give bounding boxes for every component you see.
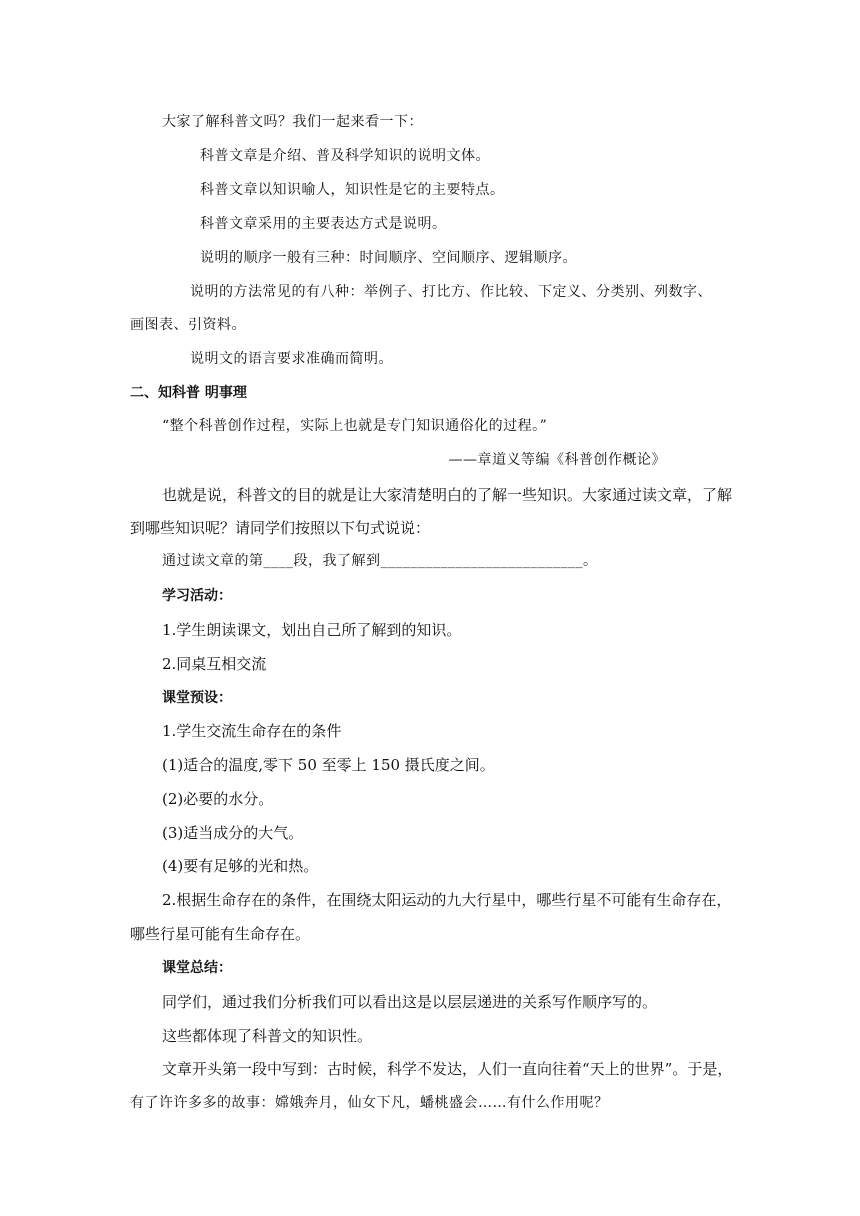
paragraph-2-line-2: 有了许许多多的故事：嫦娥奔月，仙女下凡，蟠桃盛会……有什么作用呢？	[130, 1095, 609, 1111]
summary-heading: 课堂总结：	[162, 960, 232, 976]
summary-line-2: 这些都体现了科普文的知识性。	[162, 1027, 373, 1045]
paragraph-1-line-2: 到哪些知识呢？请同学们按照以下句式说说：	[130, 519, 431, 537]
fact-2: 科普文章以知识喻人，知识性是它的主要特点。	[200, 182, 505, 198]
summary-line-1: 同学们，通过我们分析我们可以看出这是以层层递进的关系写作顺序写的。	[162, 993, 658, 1011]
section-2-heading: 二、知科普 明事理	[130, 385, 247, 401]
condition-3: (3)适当成分的大气。	[162, 824, 304, 842]
methods-line-2: 画图表、引资料。	[130, 317, 246, 333]
preset-item-1: 1.学生交流生命存在的条件	[162, 722, 342, 740]
intro-text: 大家了解科普文吗？我们一起来看一下：	[162, 114, 423, 130]
preset-item-2-line-2: 哪些行星可能有生命存在。	[130, 925, 311, 943]
preset-heading: 课堂预设：	[162, 690, 232, 706]
activity-item-1: 1.学生朗读课文，划出自己所了解到的知识。	[162, 621, 462, 639]
paragraph-1-line-1: 也就是说，科普文的目的就是让大家清楚明白的了解一些知识。大家通过读文章，了解	[162, 486, 733, 504]
activity-heading: 学习活动：	[162, 588, 232, 604]
condition-2: (2)必要的水分。	[162, 790, 274, 808]
methods-line-1: 说明的方法常见的有八种：举例子、打比方、作比较、下定义、分类别、列数字、	[190, 284, 712, 300]
sentence-pattern: 通过读文章的第____段，我了解到___________________________。	[162, 553, 598, 569]
quote-source: ——章道义等编《科普创作概论》	[448, 452, 666, 468]
quote-text: “整个科普创作过程，实际上也就是专门知识通俗化的过程。”	[162, 418, 548, 434]
preset-item-2-line-1: 2.根据生命存在的条件，在围绕太阳运动的九大行星中，哪些行星不可能有生命存在，	[162, 891, 732, 909]
paragraph-2-line-1: 文章开头第一段中写到：古时候，科学不发达，人们一直向往着“天上的世界”。于是，	[162, 1060, 733, 1078]
fact-1: 科普文章是介绍、普及科学知识的说明文体。	[200, 148, 490, 164]
language-text: 说明文的语言要求准确而简明。	[190, 351, 393, 367]
activity-item-2: 2.同桌互相交流	[162, 655, 267, 673]
fact-4: 说明的顺序一般有三种：时间顺序、空间顺序、逻辑顺序。	[200, 250, 577, 266]
condition-1: (1)适合的温度,零下 50 至零上 150 摄氏度之间。	[162, 756, 495, 774]
fact-3: 科普文章采用的主要表达方式是说明。	[200, 216, 447, 232]
condition-4: (4)要有足够的光和热。	[162, 857, 319, 875]
